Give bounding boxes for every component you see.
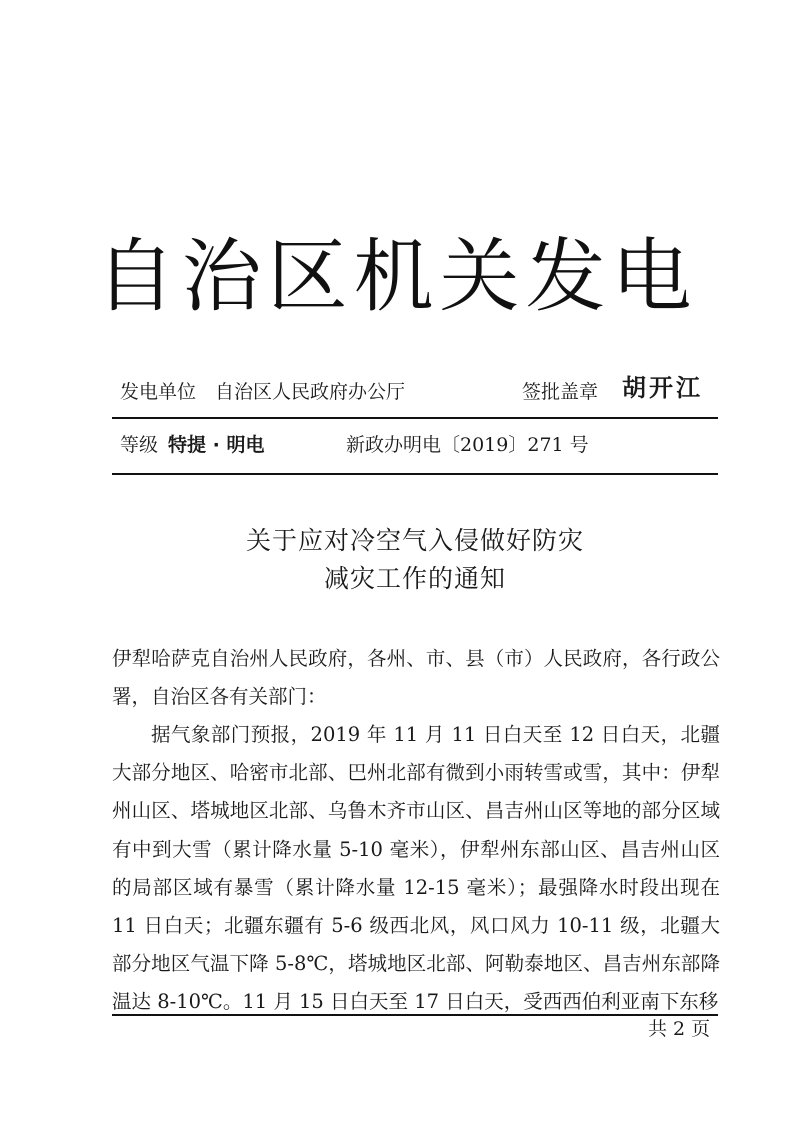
body-paragraph: 据气象部门预报，2019 年 11 月 11 日白天至 12 日白天，北疆大部分地区、哈密市北部、巴州北部有微到小雨转雪或雪，其中：伊犁州山区、塔城地区北部、乌鲁木齐市山区、昌吉州山区等地的部分区域有中到大雪（累计降水量 5-10 毫米），伊犁州东部山区、昌吉州山区的局部区域有暴雪（累计降水量 12-15 毫米）；最强降水时段出现在 11 日白天；北疆东疆有 5-6 级西北风，风口风力 10-11 级，北疆大部分地区气温下降 5-8℃，塔城地区北部、阿勒泰地区、昌吉州东部降温达 8-10℃。11 月 15 日白天至 17 日白天，受西西伯利亚南下东移 <box>112 723 720 1014</box>
level-label: 等级 <box>120 434 159 456</box>
level-value: 特提 · 明电 <box>168 434 265 456</box>
signature: 胡开江 <box>622 373 703 402</box>
header-divider-bottom <box>112 473 718 475</box>
recipients-paragraph: 伊犁哈萨克自治州人民政府，各州、市、县（市）人民政府，各行政公署，自治区各有关部门： <box>112 647 720 708</box>
footer-divider <box>112 1014 718 1016</box>
sender-value: 自治区人民政府办公厅 <box>215 381 406 403</box>
sign-label: 签批盖章 <box>522 381 599 403</box>
notice-title <box>110 522 720 598</box>
notice-title-line-1: 关于应对冷空气入侵做好防灾 <box>245 526 584 555</box>
document-main-title: 自治区机关发电 <box>95 230 698 323</box>
header-divider-top <box>112 417 718 419</box>
document-number: 新政办明电〔2019〕271 号 <box>346 434 589 456</box>
sender-label: 发电单位 <box>120 381 197 403</box>
notice-title-line-2: 减灾工作的通知 <box>323 564 506 593</box>
page-count: 共 2 页 <box>648 1018 711 1040</box>
